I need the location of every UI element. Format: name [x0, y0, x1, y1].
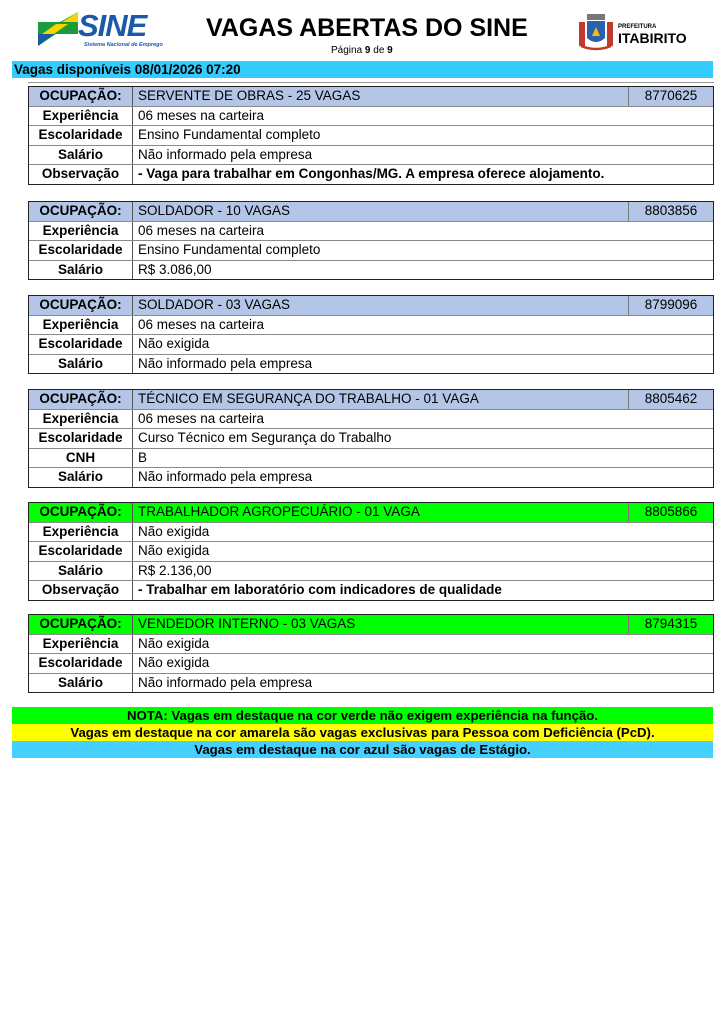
field-value: Não exigida [138, 655, 210, 671]
field-value: Não exigida [138, 635, 210, 651]
field-label: Escolaridade [29, 126, 133, 145]
field-label: Escolaridade [29, 429, 133, 448]
occupation-title: SOLDADOR - 03 VAGAS [133, 296, 629, 315]
field-value: Não informado pela empresa [138, 146, 313, 162]
job-code: 8803856 [644, 203, 698, 218]
job-table [28, 86, 714, 185]
prefeitura-logo [578, 12, 688, 54]
field-label: Salário [29, 468, 133, 487]
field-label: Experiência [29, 635, 133, 654]
page-prefix: Página [331, 45, 363, 56]
job-header-row [29, 296, 713, 315]
job-field-row [29, 240, 713, 260]
sine-logo-subtitle: Sistema Nacional de Emprego [84, 42, 163, 48]
job-field-row [29, 634, 713, 654]
job-table [28, 502, 714, 601]
job-field-row [29, 164, 713, 184]
job-code: 8770625 [644, 88, 698, 103]
job-field-row [29, 428, 713, 448]
occupation-label: OCUPAÇÃO: [29, 87, 133, 106]
field-value: - Trabalhar em laboratório com indicadores de qualidade [138, 582, 502, 598]
field-label: Experiência [29, 107, 133, 126]
field-label: Salário [29, 674, 133, 693]
field-value: 06 meses na carteira [138, 316, 265, 332]
occupation-label: OCUPAÇÃO: [29, 615, 133, 634]
occupation-label: OCUPAÇÃO: [29, 390, 133, 409]
job-field-row [29, 561, 713, 581]
field-value: Não informado pela empresa [138, 469, 313, 485]
field-value: 06 meses na carteira [138, 107, 265, 123]
job-header-row [29, 503, 713, 522]
job-field-row [29, 467, 713, 487]
field-value: B [138, 449, 148, 465]
occupation-label: OCUPAÇÃO: [29, 202, 133, 221]
job-field-row [29, 106, 713, 126]
job-table [28, 295, 714, 374]
note-cyan: Vagas em destaque na cor azul são vagas de Estágio. [12, 741, 713, 758]
field-value: R$ 2.136,00 [138, 562, 212, 578]
field-label: Observação [29, 581, 133, 600]
page-sep: de [373, 45, 385, 56]
field-label: Escolaridade [29, 542, 133, 561]
job-field-row [29, 260, 713, 280]
page-header [0, 0, 724, 60]
page-total: 9 [387, 45, 393, 56]
note-yellow: Vagas em destaque na cor amarela são vagas exclusivas para Pessoa com Deficiência (PcD). [12, 724, 713, 741]
page-current: 9 [364, 45, 371, 56]
field-label: Salário [29, 355, 133, 374]
job-header-row [29, 202, 713, 221]
field-label: Escolaridade [29, 335, 133, 354]
job-field-row [29, 409, 713, 429]
field-value: Curso Técnico em Segurança do Trabalho [138, 430, 392, 446]
note-green: NOTA: Vagas em destaque na cor verde não exigem experiência na função. [12, 707, 713, 724]
job-field-row [29, 221, 713, 241]
sine-logo [38, 8, 163, 52]
occupation-title: VENDEDOR INTERNO - 03 VAGAS [133, 615, 629, 634]
job-code: 8805462 [644, 391, 698, 406]
job-field-row [29, 653, 713, 673]
field-label: Escolaridade [29, 654, 133, 673]
field-value: Não exigida [138, 523, 210, 539]
job-table [28, 201, 714, 280]
field-label: Experiência [29, 222, 133, 241]
page-title: VAGAS ABERTAS DO SINE [206, 14, 528, 42]
job-code: 8794315 [644, 616, 698, 631]
occupation-title: TÉCNICO EM SEGURANÇA DO TRABALHO - 01 VAGA [133, 390, 629, 409]
availability-date: Vagas disponíveis 08/01/2026 07:20 [14, 62, 241, 77]
field-label: Escolaridade [29, 241, 133, 260]
job-header-row [29, 87, 713, 106]
job-field-row [29, 448, 713, 468]
field-label: Salário [29, 146, 133, 165]
job-field-row [29, 145, 713, 165]
job-table [28, 614, 714, 693]
occupation-title: SERVENTE DE OBRAS - 25 VAGAS [133, 87, 629, 106]
job-code: 8805866 [644, 504, 698, 519]
occupation-label: OCUPAÇÃO: [29, 296, 133, 315]
job-field-row [29, 125, 713, 145]
job-field-row [29, 580, 713, 600]
field-value: 06 meses na carteira [138, 410, 265, 426]
page-number [331, 45, 393, 56]
field-label: Salário [29, 261, 133, 280]
field-value: R$ 3.086,00 [138, 261, 212, 277]
job-field-row [29, 522, 713, 542]
job-header-row [29, 615, 713, 634]
divider [28, 82, 714, 83]
field-label: CNH [29, 449, 133, 468]
field-value: Ensino Fundamental completo [138, 127, 321, 143]
field-value: - Vaga para trabalhar em Congonhas/MG. A empresa oferece alojamento. [138, 166, 605, 182]
field-label: Experiência [29, 523, 133, 542]
field-value: Ensino Fundamental completo [138, 242, 321, 258]
job-code: 8799096 [644, 297, 698, 312]
field-label: Experiência [29, 410, 133, 429]
field-value: Não exigida [138, 543, 210, 559]
occupation-title: SOLDADOR - 10 VAGAS [133, 202, 629, 221]
job-field-row [29, 673, 713, 693]
job-table [28, 389, 714, 488]
occupation-title: TRABALHADOR AGROPECUÁRIO - 01 VAGA [133, 503, 629, 522]
city-crest-icon [578, 12, 614, 52]
prefeitura-label: PREFEITURA [618, 24, 657, 30]
job-field-row [29, 334, 713, 354]
sine-logo-text: SINE [78, 8, 147, 43]
job-field-row [29, 315, 713, 335]
field-value: Não informado pela empresa [138, 674, 313, 690]
field-label: Salário [29, 562, 133, 581]
field-value: Não exigida [138, 336, 210, 352]
job-field-row [29, 354, 713, 374]
job-field-row [29, 541, 713, 561]
brazil-flag-icon [38, 12, 78, 46]
prefeitura-city: ITABIRITO [618, 30, 687, 46]
occupation-label: OCUPAÇÃO: [29, 503, 133, 522]
availability-date-bar [12, 61, 713, 78]
field-label: Observação [29, 165, 133, 184]
field-value: Não informado pela empresa [138, 355, 313, 371]
job-header-row [29, 390, 713, 409]
field-value: 06 meses na carteira [138, 222, 265, 238]
field-label: Experiência [29, 316, 133, 335]
